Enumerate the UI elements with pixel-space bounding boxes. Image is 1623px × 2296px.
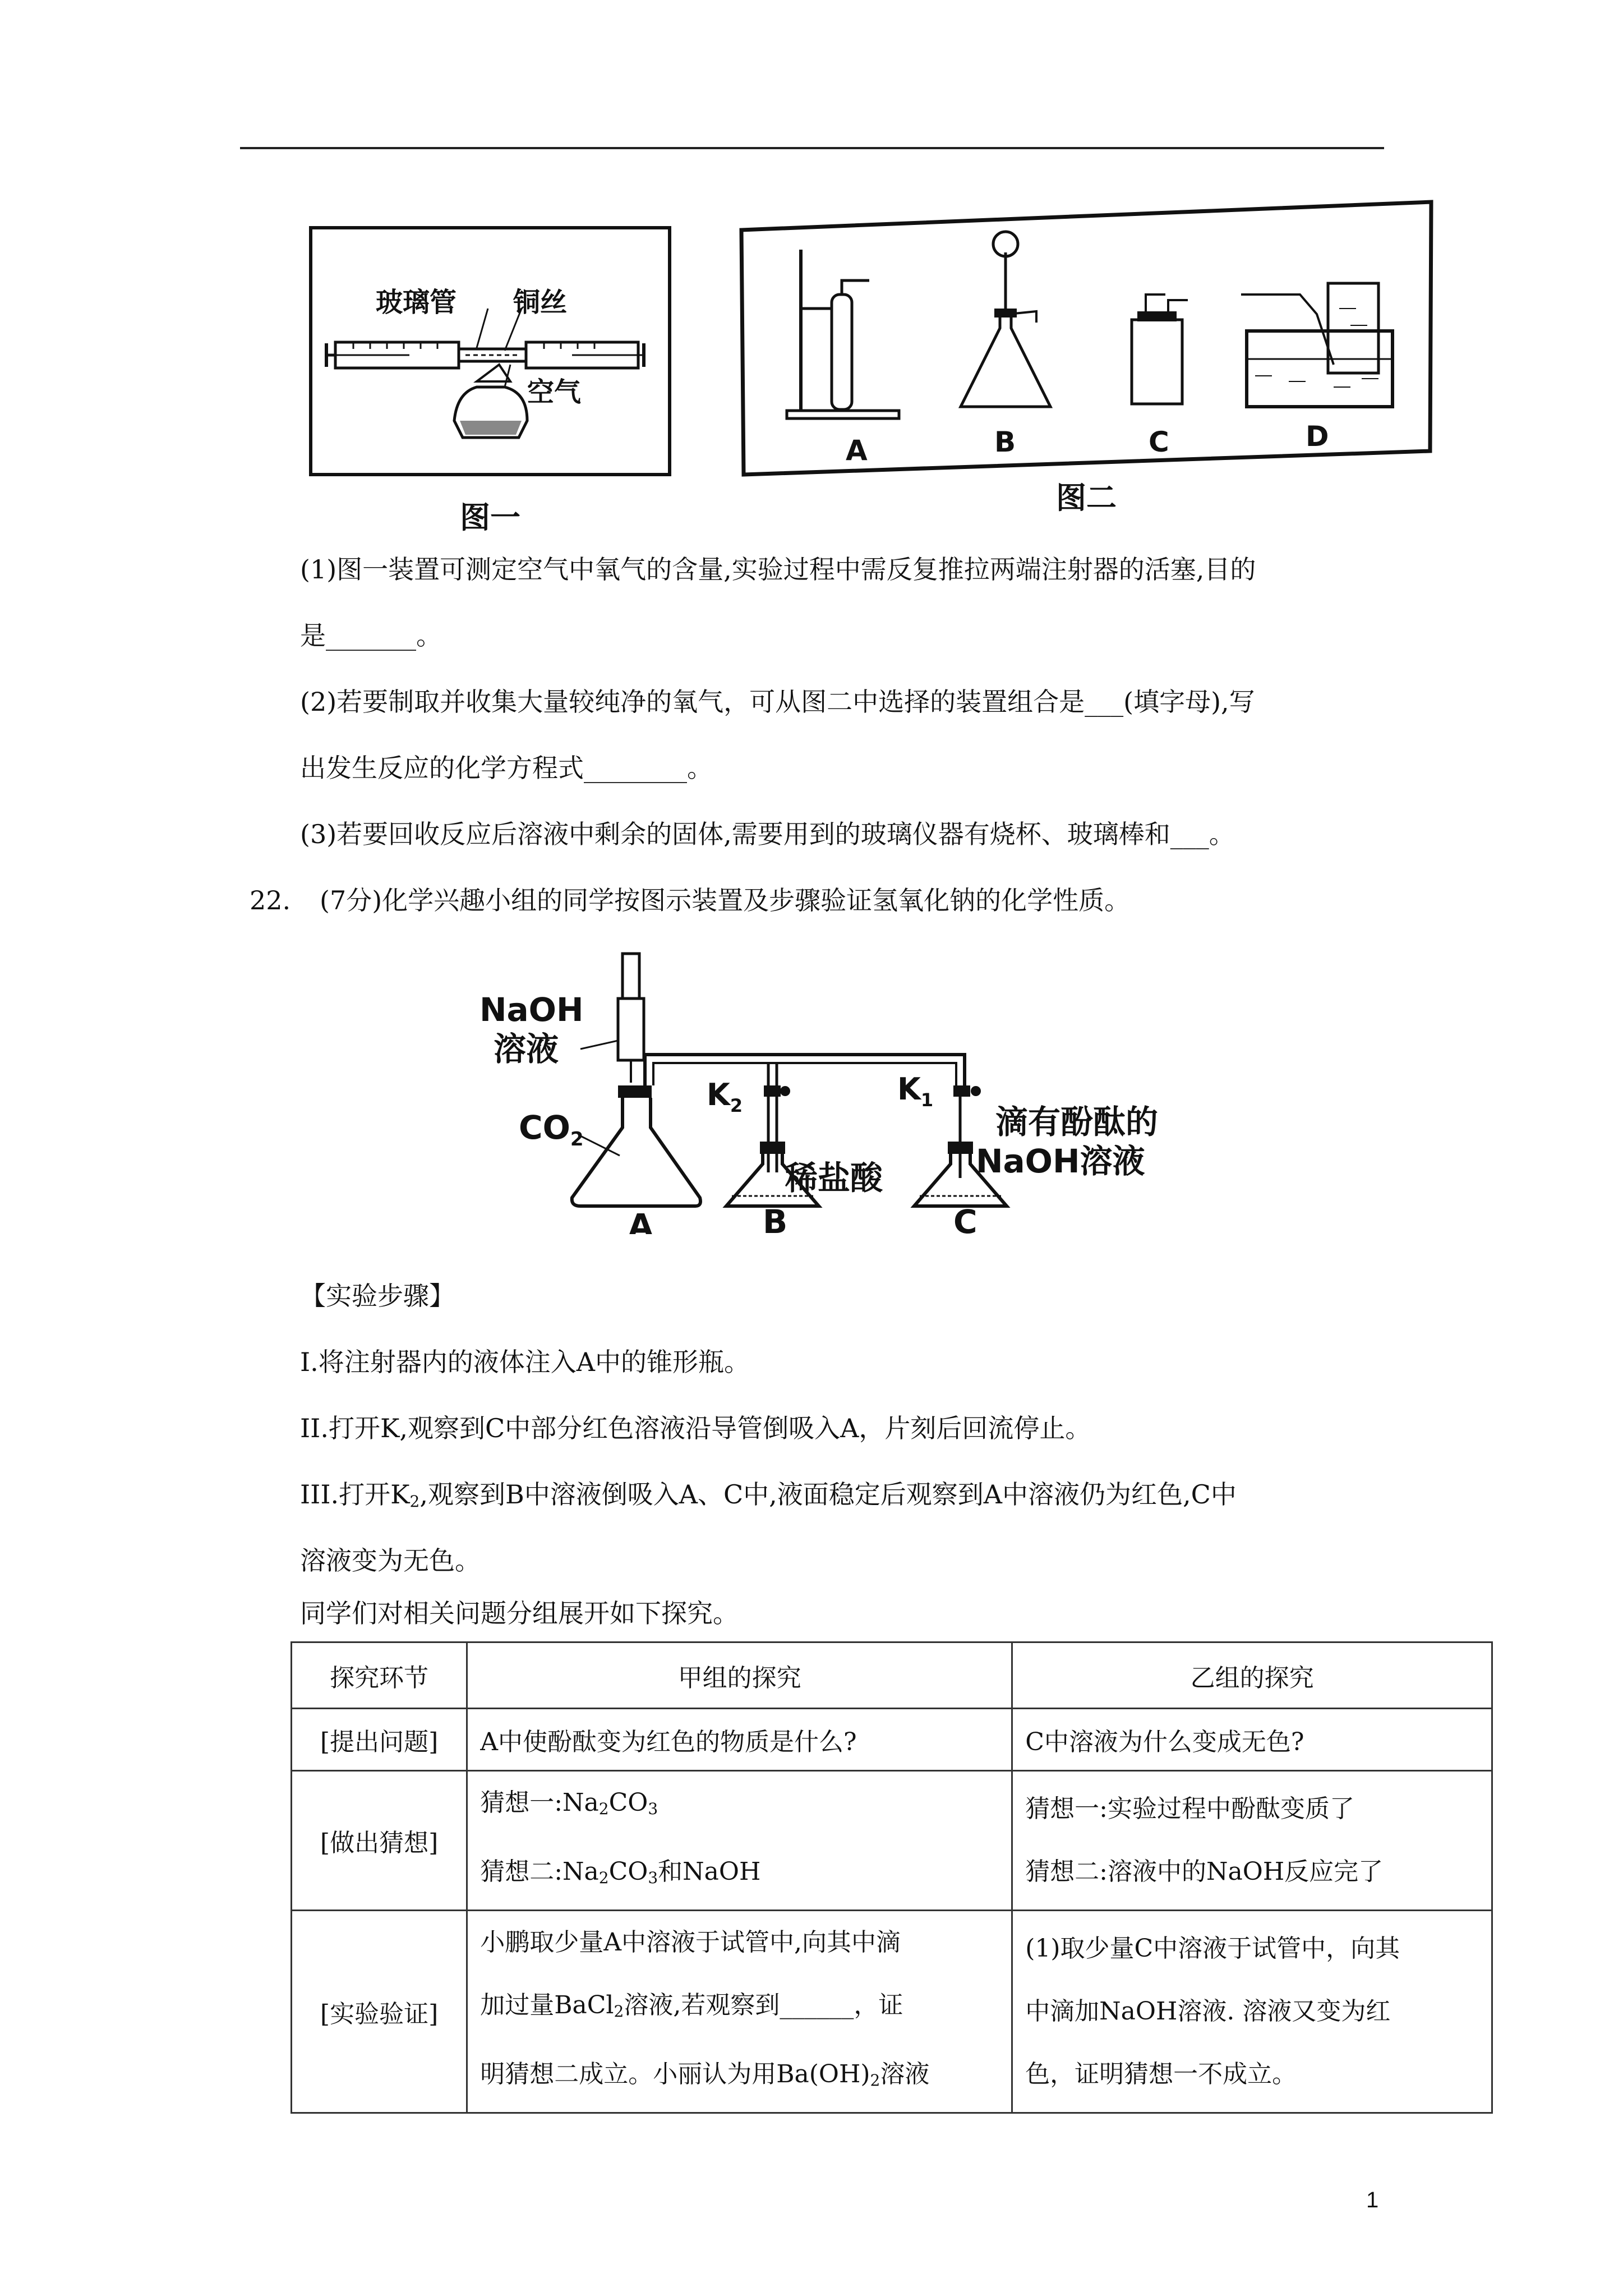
verify-a-line3: 明猜想二成立。小丽认为用$Ba(OH)_2$溶液 <box>480 2060 930 2090</box>
co2-label: $CO_2$ <box>519 1108 584 1151</box>
step-3-line2: 溶液变为无色。 <box>300 1545 481 1576</box>
copper-wire-label: 铜丝 <box>513 287 568 318</box>
step-3-line1: III.打开$K_2$,观察到B中溶液倒吸入A、C中,液面稳定后观察到A中溶液仍为红色,C中 <box>300 1479 1237 1511</box>
figure-1-drawing <box>308 224 673 482</box>
k1-label: $K_1$ <box>897 1071 934 1111</box>
table-header-row <box>292 1642 1492 1709</box>
stage-cell: [做出猜想] <box>292 1771 467 1911</box>
flask-c-label: C <box>953 1203 978 1234</box>
hypothesis-b2: 猜想二:溶液中的NaOH反应完了 <box>1025 1857 1384 1886</box>
stage-cell: [实验验证] <box>292 1911 467 2113</box>
q21-p3: (3)若要回收反应后溶液中剩余的固体,需要用到的玻璃仪器有烧杯、玻璃棒和___。 <box>300 819 1235 849</box>
explore-intro: 同学们对相关问题分组展开如下探究。 <box>300 1598 739 1628</box>
verify-a-line2: 加过量BaCl$_2$溶液,若观察到______，证 <box>480 1991 903 2021</box>
group-b-cell: C中溶液为什么变成无色? <box>1012 1709 1492 1771</box>
verify-a-line1: 小鹏取少量A中溶液于试管中,向其中滴 <box>480 1928 901 1957</box>
group-a-cell: A中使酚酞变为红色的物质是什么? <box>467 1709 1012 1771</box>
hypothesis-a2: 猜想二$:Na_2CO_3$和NaOH <box>480 1857 761 1887</box>
table-row <box>292 1709 1492 1771</box>
figure-2-label-c: C <box>1149 426 1169 458</box>
q22-intro: (7分)化学兴趣小组的同学按图示装置及步骤验证氢氧化钠的化学性质。 <box>320 885 1131 915</box>
figure-2-label-d: D <box>1306 420 1329 453</box>
header-rule <box>240 147 1384 149</box>
step-2: II.打开K,观察到C中部分红色溶液沿导管倒吸入A，片刻后回流停止。 <box>300 1413 1091 1443</box>
stage-cell: [提出问题] <box>292 1709 467 1771</box>
q21-p2-line2: 出发生反应的化学方程式________。 <box>300 753 713 783</box>
figure-2-label-a: A <box>846 434 868 467</box>
air-label: 空气 <box>527 376 582 408</box>
figure-1-caption: 图一 <box>460 500 520 535</box>
q22-number: 22. <box>250 885 291 915</box>
naoh-label-line2: 溶液 <box>494 1030 559 1068</box>
hypothesis-b1: 猜想一:实验过程中酚酞变质了 <box>1025 1795 1355 1823</box>
figure-1 <box>308 224 673 482</box>
table-row <box>292 1771 1492 1911</box>
flask-b-label: B <box>763 1203 788 1234</box>
steps-title: 【实验步骤】 <box>300 1281 455 1311</box>
page-number: 1 <box>1366 2188 1379 2212</box>
figure-2-label-b: B <box>994 426 1016 458</box>
hypothesis-a1: 猜想一$:Na_2CO_3$ <box>480 1788 658 1818</box>
flask-a-label: A <box>628 1207 653 1234</box>
figure-3 <box>471 942 1228 1234</box>
figure-2 <box>739 196 1435 480</box>
step-1: I.将注射器内的液体注入A中的锥形瓶。 <box>300 1347 750 1377</box>
phenol-naoh-label-line2: NaOH溶液 <box>976 1142 1145 1180</box>
glass-tube-label: 玻璃管 <box>376 287 457 318</box>
figure-2-drawing <box>739 196 1435 480</box>
verify-b-line1: (1)取少量C中溶液于试管中，向其 <box>1025 1934 1400 1963</box>
group-b-cell <box>1012 1911 1492 2113</box>
table-header: 甲组的探究 <box>467 1642 1012 1709</box>
naoh-label-line1: NaOH <box>479 991 584 1029</box>
table-header: 乙组的探究 <box>1012 1642 1492 1709</box>
figure-3-drawing <box>471 942 1228 1234</box>
phenol-naoh-label-line1: 滴有酚酞的 <box>995 1103 1159 1141</box>
group-a-cell <box>467 1771 1012 1911</box>
group-b-cell <box>1012 1771 1492 1911</box>
figure-2-caption: 图二 <box>1056 480 1117 516</box>
k2-label: $K_2$ <box>707 1077 743 1116</box>
table-row <box>292 1911 1492 2113</box>
group-a-cell <box>467 1911 1012 2113</box>
verify-b-line3: 色，证明猜想一不成立。 <box>1025 2060 1297 2088</box>
dilute-hcl-label: 稀盐酸 <box>785 1159 883 1197</box>
table-header: 探究环节 <box>292 1642 467 1709</box>
exploration-table <box>291 1641 1493 2114</box>
q21-p1-line2: 是_______。 <box>300 620 442 651</box>
verify-b-line2: 中滴加NaOH溶液. 溶液又变为红 <box>1025 1997 1391 2026</box>
q21-p2-line1: (2)若要制取并收集大量较纯净的氧气，可从图二中选择的装置组合是___(填字母),写 <box>300 687 1255 717</box>
q21-p1-line1: (1)图一装置可测定空气中氧气的含量,实验过程中需反复推拉两端注射器的活塞,目的 <box>300 554 1256 585</box>
